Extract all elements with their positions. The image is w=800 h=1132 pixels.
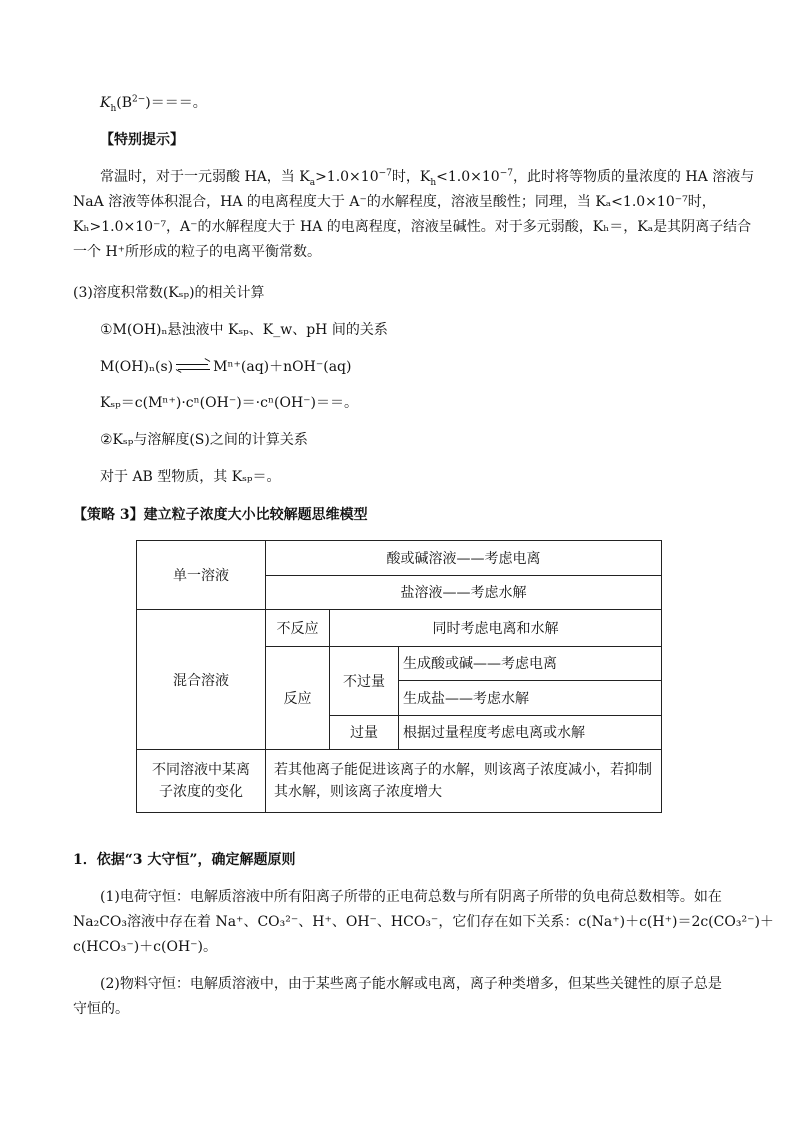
eq-left: M(OH)ₙ(s) bbox=[100, 359, 174, 375]
ksp-ab-type: 对于 AB 型物质，其 Kₛₚ＝。 bbox=[100, 469, 281, 485]
kh-sub: h bbox=[110, 103, 117, 114]
ksp-item-2: ②Kₛₚ与溶解度(S)之间的计算关系 bbox=[100, 432, 308, 448]
equilibrium-arrow-icon bbox=[176, 361, 210, 373]
charge-line-2: Na₂CO₃溶液中存在着 Na⁺、CO₃²⁻、H⁺、OH⁻、HCO₃⁻，它们存在如下关系：c(Na⁺)＋c(H⁺)＝2c(CO₃²⁻)＋ bbox=[73, 914, 774, 930]
strategy-table bbox=[136, 540, 662, 813]
tip-paragraph-line-3: Kₕ>1.0×10⁻⁷，A⁻的水解程度大于 HA 的电离程度，溶液呈碱性。对于多元弱酸，Kₕ＝，Kₐ是其阴离子结合 bbox=[73, 219, 752, 235]
cell-by-excess: 根据过量程度考虑电离或水解 bbox=[399, 715, 662, 750]
charge-line-3: c(HCO₃⁻)＋c(OH⁻)。 bbox=[73, 939, 218, 955]
tip-paragraph-line-2: NaA 溶液等体积混合，HA 的电离程度大于 A⁻的水解程度，溶液呈酸性；同理，当 Kₐ<1.0×10⁻⁷时， bbox=[73, 194, 716, 210]
cell-single: 单一溶液 bbox=[137, 541, 266, 610]
cell-salt: 盐溶液——考虑水解 bbox=[266, 575, 662, 610]
tip-p1-a: 常温时，对于一元弱酸 HA，当 K bbox=[100, 169, 310, 185]
charge-line-1: (1)电荷守恒：电解质溶液中所有阳离子所带的正电荷总数与所有阴离子所带的负电荷总数相等。如在 bbox=[100, 889, 722, 905]
ksp-heading: (3)溶度积常数(Kₛₚ)的相关计算 bbox=[73, 285, 265, 301]
tip-p1-b-sup: −7 bbox=[378, 168, 392, 179]
cell-both: 同时考虑电离和水解 bbox=[330, 610, 662, 647]
material-line-1: (2)物料守恒：电解质溶液中，由于某些离子能水解或电离，离子种类增多，但某些关键性的原子总是 bbox=[100, 976, 722, 992]
cell-excess: 过量 bbox=[330, 715, 399, 750]
cell-gen-salt: 生成盐——考虑水解 bbox=[399, 681, 662, 716]
material-line-2: 守恒的。 bbox=[73, 1001, 129, 1017]
kh-line bbox=[100, 93, 207, 113]
tip-p1-d: <1.0×10 bbox=[436, 169, 500, 185]
tip-heading: 【特别提示】 bbox=[100, 132, 184, 148]
cell-react: 反应 bbox=[266, 646, 330, 750]
kh-end: )＝＝＝。 bbox=[145, 95, 207, 111]
cell-mixed: 混合溶液 bbox=[137, 610, 266, 750]
ksp-item-1: ①M(OH)ₙ悬浊液中 Kₛₚ、K_w、pH 间的关系 bbox=[100, 322, 388, 338]
tip-p1-c: 时，K bbox=[391, 169, 431, 185]
ksp-expression: Kₛₚ＝c(Mⁿ⁺)·cⁿ(OH⁻)＝·cⁿ(OH⁻)＝＝。 bbox=[100, 395, 359, 411]
tip-p1-a-sub: a bbox=[309, 177, 316, 188]
eq-right: Mⁿ⁺(aq)＋nOH⁻(aq) bbox=[213, 359, 352, 375]
tip-p1-d-sup: −7 bbox=[499, 168, 513, 179]
tip-p1-c-sub: h bbox=[430, 177, 437, 188]
dissolution-equation bbox=[100, 357, 351, 377]
tip-p1-e: ，此时将等物质的量浓度的 HA 溶液与 bbox=[512, 169, 755, 185]
cell-diff-desc: 若其他离子能促进该离子的水解，则该离子浓度减小，若抑制其水解，则该离子浓度增大 bbox=[266, 750, 662, 813]
tip-paragraph-line-1 bbox=[100, 167, 754, 187]
strategy-title: 【策略 3】建立粒子浓度大小比较解题思维模型 bbox=[73, 507, 368, 523]
kh-tail: (B bbox=[116, 95, 133, 111]
cell-acid-base: 酸或碱溶液——考虑电离 bbox=[266, 541, 662, 576]
cell-diff: 不同溶液中某离子浓度的变化 bbox=[137, 750, 266, 813]
cell-gen-acid: 生成酸或碱——考虑电离 bbox=[399, 646, 662, 681]
cell-no-react: 不反应 bbox=[266, 610, 330, 647]
tip-p1-b: >1.0×10 bbox=[315, 169, 379, 185]
kh-symbol: K bbox=[100, 95, 111, 111]
section-1-title: 1．依据“3 大守恒”，确定解题原则 bbox=[73, 852, 296, 868]
tip-paragraph-line-4: 一个 H⁺所形成的粒子的电离平衡常数。 bbox=[73, 244, 322, 260]
kh-sup: 2− bbox=[132, 94, 146, 105]
cell-not-excess: 不过量 bbox=[330, 646, 399, 715]
